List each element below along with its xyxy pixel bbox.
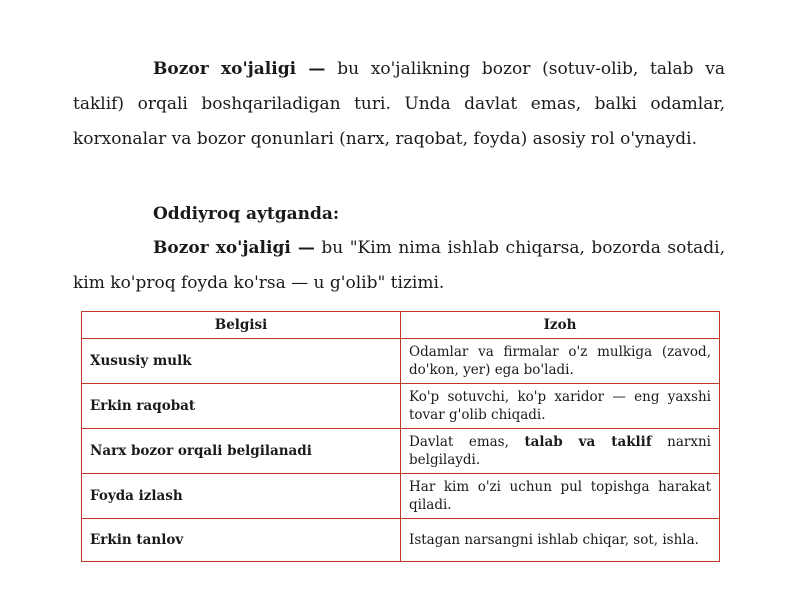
definition-text: bu xo'jalikning bozor (sotuv-olib, talab va taklif) orqali boshqariladigan turi. Unda davlat emas, balki odamlar, korxonalar va bozor qonunlari (narx, raqobat, foyda) asosiy rol o'ynaydi.	[73, 59, 725, 149]
simple-definition-paragraph	[73, 231, 725, 301]
simple-definition-term: Bozor xo'jaligi —	[153, 238, 315, 258]
table-row	[82, 339, 720, 384]
sign-cell: Foyda izlash	[82, 474, 401, 519]
definition-paragraph	[73, 52, 725, 157]
description-cell: Har kim o'zi uchun pul topishga harakat qiladi.	[401, 474, 720, 519]
table-row	[82, 429, 720, 474]
description-bold: talab va taklif	[524, 434, 652, 450]
description-cell: Istagan narsangni ishlab chiqar, sot, ishla.	[401, 519, 720, 562]
sign-cell: Narx bozor orqali belgilanadi	[82, 429, 401, 474]
description-cell: Odamlar va firmalar o'z mulkiga (zavod, do'kon, yer) ega bo'ladi.	[401, 339, 720, 384]
header-sign: Belgisi	[82, 312, 401, 339]
simple-definition-text: bu "Kim nima ishlab chiqarsa, bozorda sotadi, kim ko'proq foyda ko'rsa — u g'olib" tizimi.	[73, 238, 726, 293]
features-table	[81, 311, 720, 562]
header-description: Izoh	[401, 312, 720, 339]
sign-cell: Erkin raqobat	[82, 384, 401, 429]
section-heading: Oddiyroq aytganda:	[153, 204, 340, 224]
description-post: narxni belgilaydi.	[409, 434, 711, 468]
description-pre: Davlat emas,	[409, 434, 509, 450]
description-cell: Ko'p sotuvchi, ko'p xaridor — eng yaxshi tovar g'olib chiqadi.	[401, 384, 720, 429]
table-row	[82, 519, 720, 562]
sign-cell: Xususiy mulk	[82, 339, 401, 384]
table-row	[82, 474, 720, 519]
sign-cell: Erkin tanlov	[82, 519, 401, 562]
definition-term: Bozor xo'jaligi —	[153, 59, 326, 79]
description-cell	[401, 429, 720, 474]
table-row	[82, 384, 720, 429]
table-header-row	[82, 312, 720, 339]
